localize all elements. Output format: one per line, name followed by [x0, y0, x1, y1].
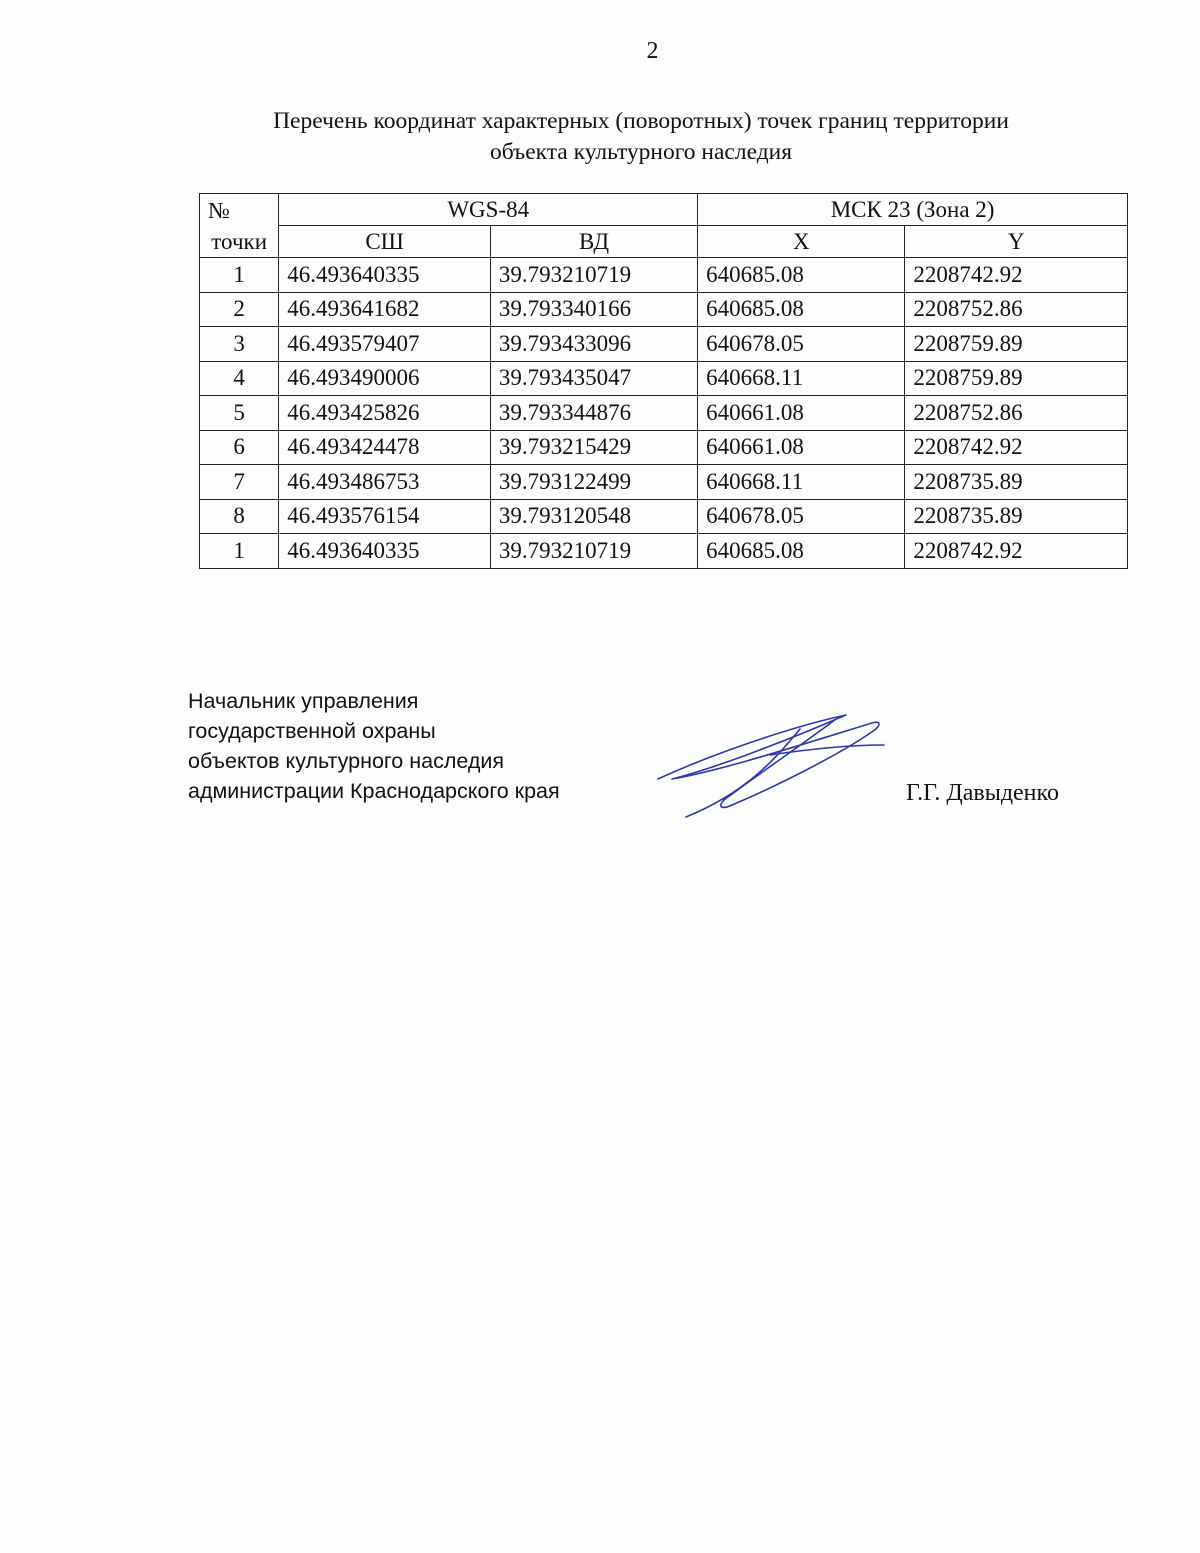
position-line-2: государственной охраны	[188, 719, 436, 743]
lon-column-header: ВД	[490, 226, 697, 258]
lat-cell: 46.493576154	[279, 499, 491, 534]
table-row	[200, 534, 1128, 569]
point-number-cell: 5	[200, 396, 279, 431]
table-row	[200, 499, 1128, 534]
msk-group-header: МСК 23 (Зона 2)	[698, 194, 1128, 226]
x-cell: 640678.05	[698, 499, 905, 534]
lon-cell: 39.793210719	[490, 258, 697, 293]
x-cell: 640661.08	[698, 396, 905, 431]
point-number-cell: 3	[200, 327, 279, 362]
position-line-3: объектов культурного наследия	[188, 749, 505, 773]
point-number-cell: 1	[200, 534, 279, 569]
lat-column-header: СШ	[279, 226, 491, 258]
lon-cell: 39.793344876	[490, 396, 697, 431]
lon-cell: 39.793433096	[490, 327, 697, 362]
signatory-name: Г.Г. Давыденко	[906, 780, 1059, 806]
document-title	[200, 106, 1082, 168]
point-number-cell: 1	[200, 258, 279, 293]
page-number: 2	[646, 38, 659, 64]
x-cell: 640685.08	[698, 534, 905, 569]
y-cell: 2208759.89	[905, 361, 1128, 396]
table-header-row-1	[200, 194, 1128, 226]
point-number-header	[200, 194, 279, 258]
x-cell: 640685.08	[698, 258, 905, 293]
lat-cell: 46.493425826	[279, 396, 491, 431]
point-number-cell: 4	[200, 361, 279, 396]
table-row	[200, 430, 1128, 465]
x-cell: 640668.11	[698, 361, 905, 396]
signatory-position	[188, 686, 560, 806]
x-cell: 640661.08	[698, 430, 905, 465]
lat-cell: 46.493486753	[279, 465, 491, 500]
lon-cell: 39.793215429	[490, 430, 697, 465]
x-cell: 640678.05	[698, 327, 905, 362]
table-row	[200, 292, 1128, 327]
table-row	[200, 361, 1128, 396]
x-column-header: X	[698, 226, 905, 258]
y-cell: 2208742.92	[905, 534, 1128, 569]
y-cell: 2208735.89	[905, 465, 1128, 500]
table-row	[200, 396, 1128, 431]
y-cell: 2208742.92	[905, 258, 1128, 293]
lon-cell: 39.793435047	[490, 361, 697, 396]
lat-cell: 46.493640335	[279, 534, 491, 569]
wgs-group-header: WGS-84	[279, 194, 698, 226]
coordinates-table	[199, 193, 1128, 569]
point-number-cell: 7	[200, 465, 279, 500]
lon-cell: 39.793120548	[490, 499, 697, 534]
lat-cell: 46.493490006	[279, 361, 491, 396]
title-line-1: Перечень координат характерных (поворотных) точек границ территории	[273, 108, 1009, 134]
table-row	[200, 258, 1128, 293]
point-number-header-line-1: №	[208, 197, 230, 223]
table-row	[200, 465, 1128, 500]
y-cell: 2208735.89	[905, 499, 1128, 534]
lon-cell: 39.793340166	[490, 292, 697, 327]
table-header-row-2	[200, 226, 1128, 258]
title-line-2: объекта культурного наследия	[489, 139, 793, 165]
signature-strokes	[658, 715, 884, 817]
position-line-1: Начальник управления	[188, 689, 419, 713]
y-cell: 2208752.86	[905, 396, 1128, 431]
lat-cell: 46.493640335	[279, 258, 491, 293]
point-number-cell: 6	[200, 430, 279, 465]
point-number-header-line-2: точки	[211, 228, 267, 254]
y-column-header: Y	[905, 226, 1128, 258]
lat-cell: 46.493641682	[279, 292, 491, 327]
lat-cell: 46.493424478	[279, 430, 491, 465]
lon-cell: 39.793210719	[490, 534, 697, 569]
point-number-cell: 8	[200, 499, 279, 534]
lon-cell: 39.793122499	[490, 465, 697, 500]
y-cell: 2208759.89	[905, 327, 1128, 362]
position-line-4: администрации Краснодарского края	[188, 779, 560, 803]
x-cell: 640668.11	[698, 465, 905, 500]
y-cell: 2208752.86	[905, 292, 1128, 327]
table-row	[200, 327, 1128, 362]
handwritten-signature	[650, 705, 890, 825]
x-cell: 640685.08	[698, 292, 905, 327]
point-number-cell: 2	[200, 292, 279, 327]
lat-cell: 46.493579407	[279, 327, 491, 362]
y-cell: 2208742.92	[905, 430, 1128, 465]
